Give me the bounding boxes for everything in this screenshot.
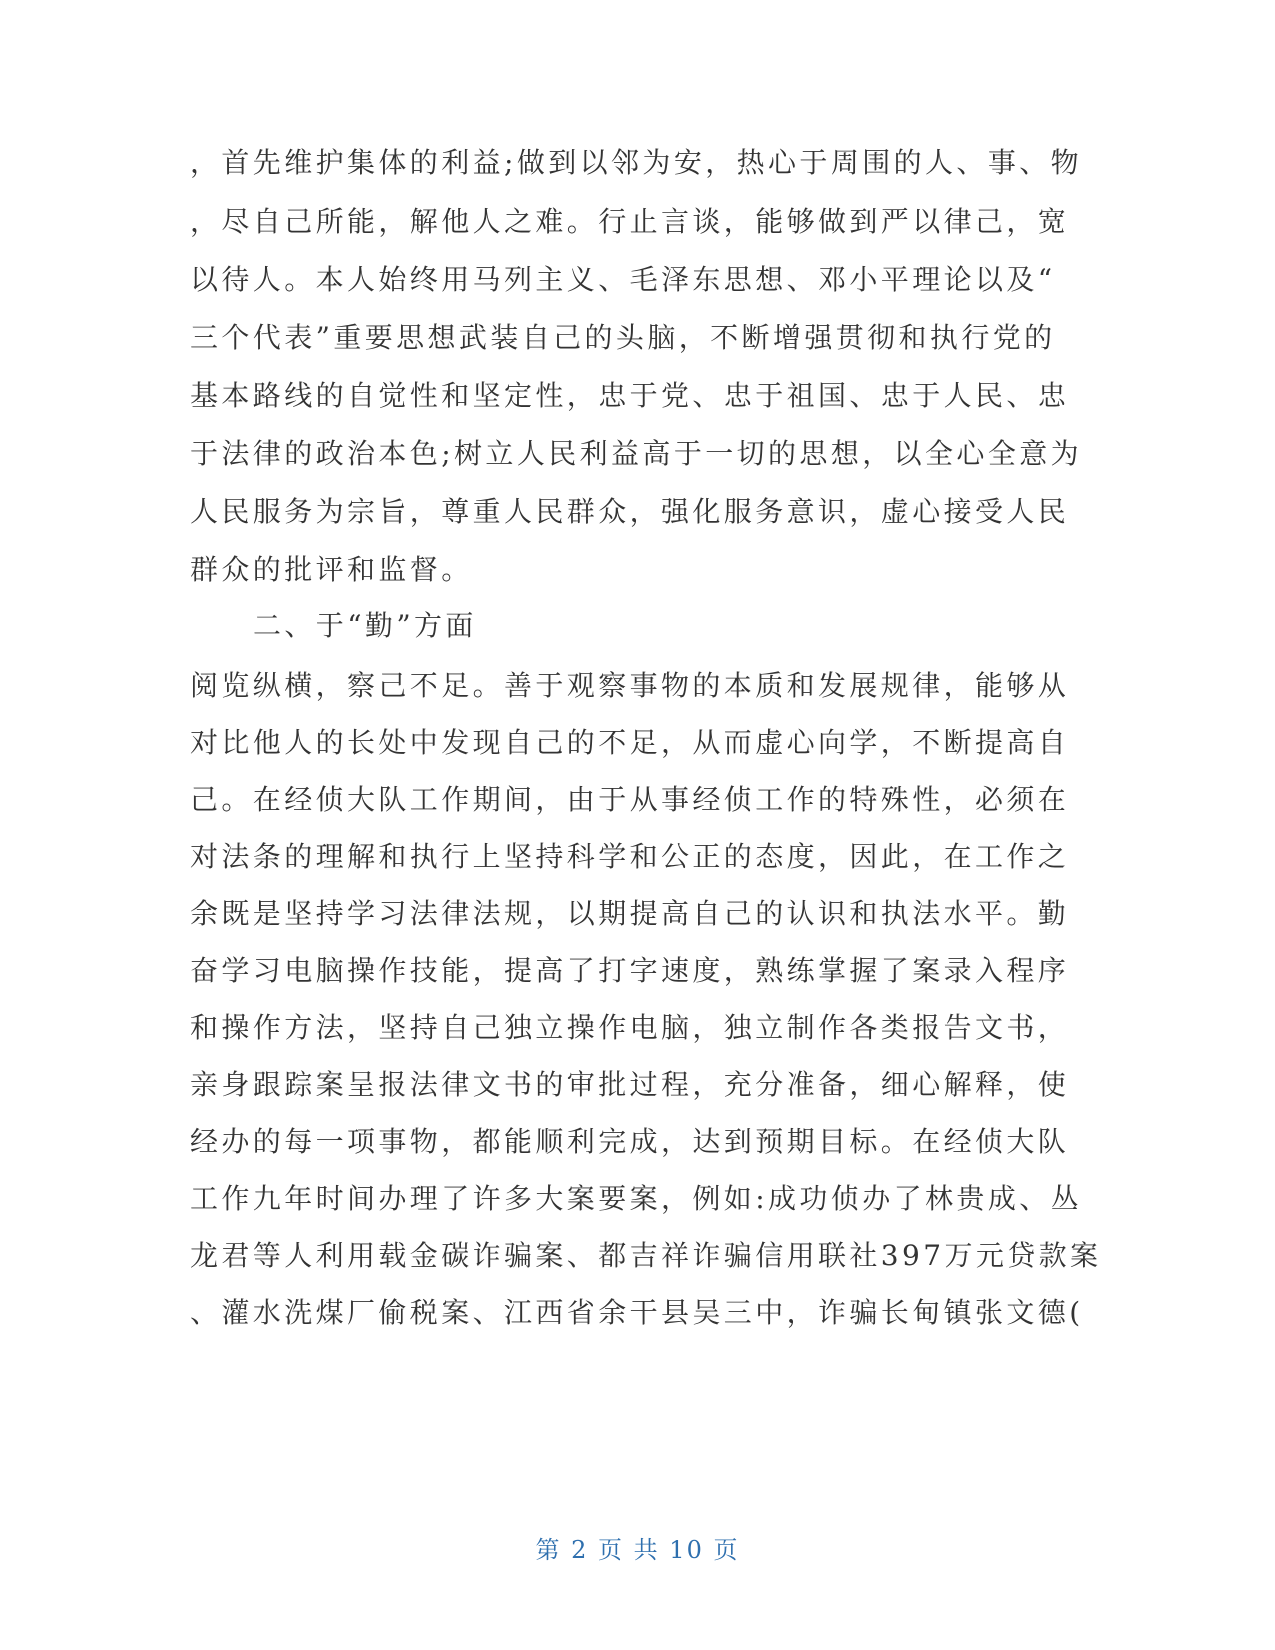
body-text-line: 于法律的政治本色;树立人民利益高于一切的思想，以全心全意为 <box>190 437 1083 470</box>
body-text-line: 三个代表”重要思想武装自己的头脑，不断增强贯彻和执行党的 <box>190 321 1056 354</box>
body-text-line: 对法条的理解和执行上坚持科学和公正的态度，因此，在工作之 <box>190 840 1070 873</box>
body-text-line: 人民服务为宗旨，尊重人民群众，强化服务意识，虚心接受人民 <box>190 495 1070 528</box>
body-text-line: 奋学习电脑操作技能，提高了打字速度，熟练掌握了案录入程序 <box>190 954 1070 987</box>
body-text-line: 和操作方法，坚持自己独立操作电脑，独立制作各类报告文书， <box>190 1011 1070 1044</box>
body-text-line: 经办的每一项事物，都能顺利完成，达到预期目标。在经侦大队 <box>190 1125 1070 1158</box>
body-text-line: 龙君等人利用载金碳诈骗案、都吉祥诈骗信用联社397万元贷款案 <box>190 1239 1102 1272</box>
body-text-line: 以待人。本人始终用马列主义、毛泽东思想、邓小平理论以及“ <box>190 263 1056 296</box>
body-text-line: ，首先维护集体的利益;做到以邻为安，热心于周围的人、事、物 <box>190 146 1083 179</box>
body-text-line: 对比他人的长处中发现自己的不足，从而虚心向学，不断提高自 <box>190 726 1070 759</box>
body-text-line: 、灌水洗煤厂偷税案、江西省余干县吴三中，诈骗长甸镇张文德( <box>190 1296 1084 1329</box>
section-heading: 二、于“勤”方面 <box>253 609 477 642</box>
body-text-line: 群众的批评和监督。 <box>190 553 473 586</box>
body-text-line: 余既是坚持学习法律法规，以期提高自己的认识和执法水平。勤 <box>190 897 1070 930</box>
body-text-line: 阅览纵横，察己不足。善于观察事物的本质和发展规律，能够从 <box>190 669 1070 702</box>
page-number-footer: 第 2 页 共 10 页 <box>535 1536 740 1564</box>
body-text-line: ，尽自己所能，解他人之难。行止言谈，能够做到严以律己，宽 <box>190 205 1070 238</box>
body-text-line: 基本路线的自觉性和坚定性，忠于党、忠于祖国、忠于人民、忠 <box>190 379 1070 412</box>
body-text-line: 亲身跟踪案呈报法律文书的审批过程，充分准备，细心解释，使 <box>190 1068 1070 1101</box>
body-text-line: 己。在经侦大队工作期间，由于从事经侦工作的特殊性，必须在 <box>190 783 1070 816</box>
body-text-line: 工作九年时间办理了许多大案要案，例如:成功侦办了林贵成、丛 <box>190 1182 1083 1215</box>
